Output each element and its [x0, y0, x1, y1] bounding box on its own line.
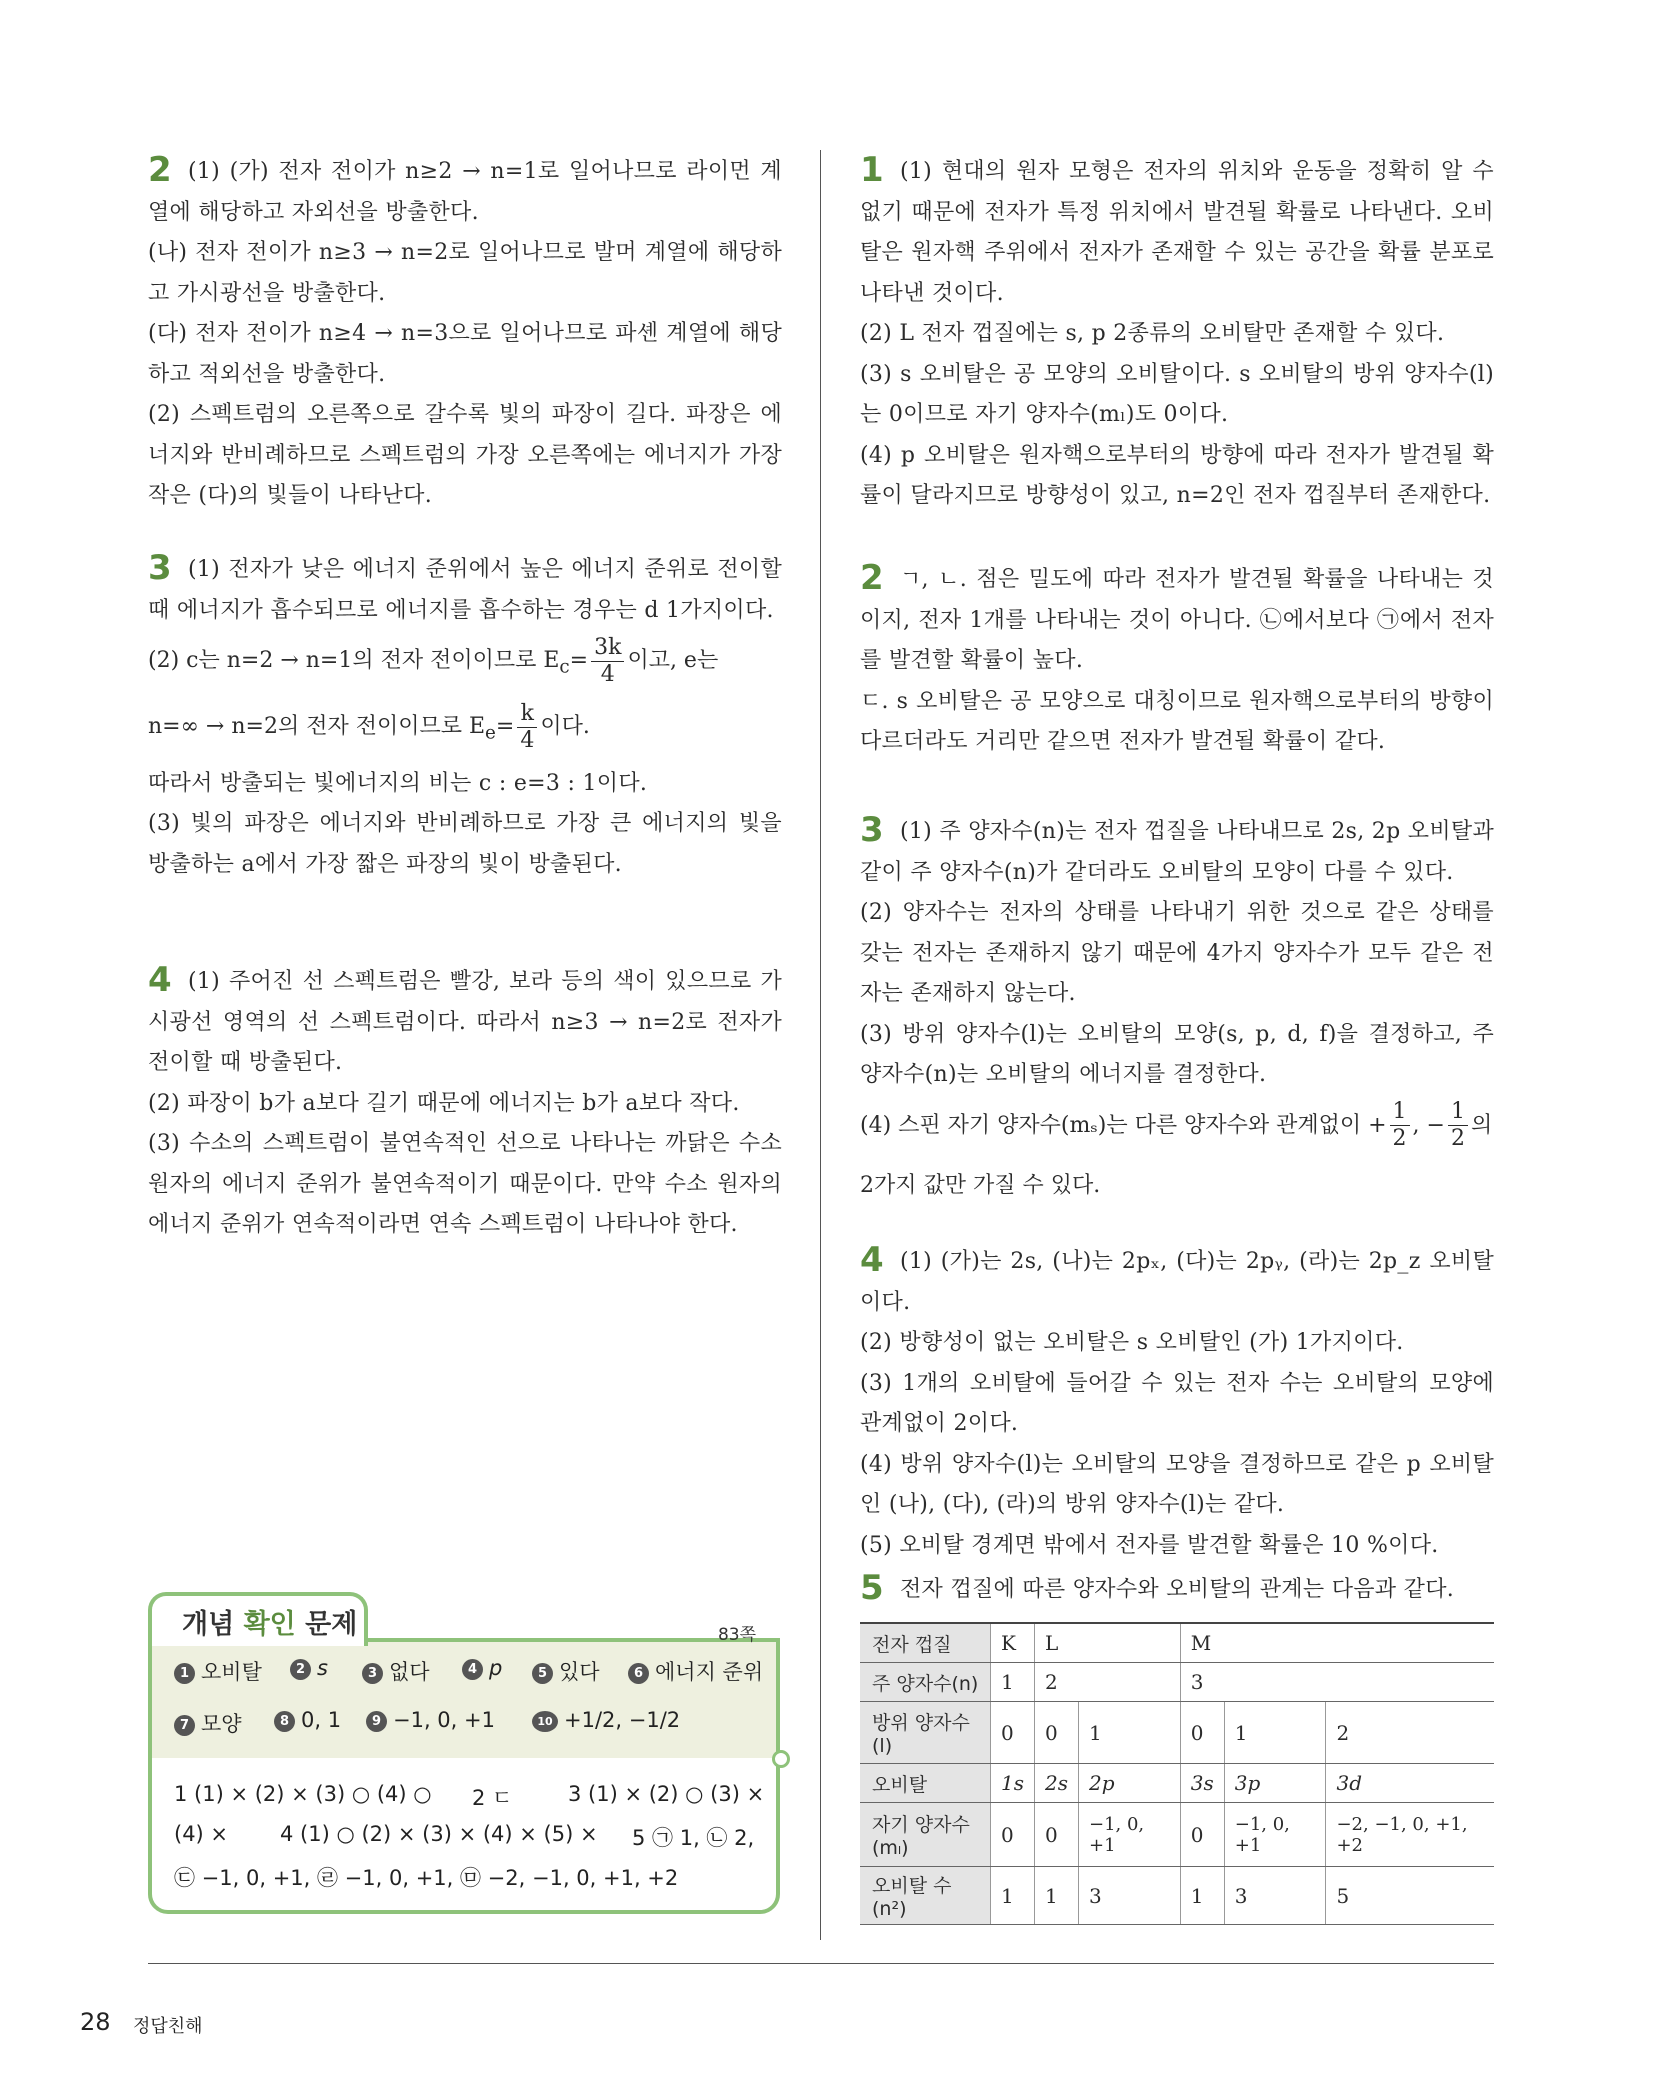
cell-shell-l: L: [1035, 1623, 1181, 1663]
answer-3-line-3: (3) 빛의 파장은 에너지와 반비례하므로 가장 큰 에너지의 빛을 방출하는 a에서 가장 짧은 파장의 빛이 방출된다.: [148, 811, 782, 877]
cell-ml: −1, 0, +1: [1079, 1803, 1181, 1867]
table-row: [860, 1803, 1494, 1867]
answer-r1-line-1: 1 (1) 현대의 원자 모형은 전자의 위치와 운동을 정확히 알 수 없기 때문에 전자가 특정 위치에서 발견될 확률로 나타낸다. 오비탈은 원자핵 주위에서 전자가 존재할 수 있는 공간을 확률 분포로 나타낸 것이다.: [860, 150, 1494, 306]
answer-line-6: 5 ㉠ 1, ㉡ 2,: [632, 1826, 755, 1850]
energy-equation-c: (2) c는 n=2 → n=1의 전자 전이이므로 $E_c=$ $\frac{3k}{4}$ 이고, e는: [148, 634, 719, 687]
column-divider: [820, 150, 821, 1940]
answer-r2-line-1: 2 ㄱ, ㄴ. 점은 밀도에 따라 전자가 발견될 확률을 나타내는 것이지, 전자 1개를 나타내는 것이 아니다. ㉡에서보다 ㉠에서 전자를 발견할 확률이 높다.: [860, 558, 1494, 673]
concept-check-tab: [148, 1592, 368, 1646]
table-row: [860, 1764, 1494, 1803]
question-number: 5: [860, 1568, 884, 1608]
answer-r4-line-2: (2) 방향성이 없는 오비탈은 s 오비탈인 (가) 1가지이다.: [860, 1330, 1404, 1355]
keyword-answers-panel: [152, 1642, 776, 1758]
row-header-shell: 전자 껍질: [860, 1623, 991, 1663]
fraction-half-neg: $\frac{1}{2}$: [1448, 1099, 1468, 1152]
cell-orbital: 3d: [1326, 1764, 1494, 1803]
page-reference: 83쪽: [717, 1625, 756, 1645]
cell-l: 2: [1326, 1702, 1494, 1764]
answer-r1: [860, 150, 1494, 517]
cell-count: 1: [1180, 1867, 1224, 1925]
answer-line-1: 1 (1) × (2) × (3) ○ (4) ○: [174, 1782, 432, 1806]
answer-2: [148, 150, 782, 517]
answer-r1-line-4: (4) p 오비탈은 원자핵으로부터의 방향에 따라 전자가 발견될 확률이 달라지므로 방향성이 있고, n=2인 전자 껍질부터 존재한다.: [860, 442, 1494, 508]
keyword-8: 8 0, 1: [274, 1708, 341, 1732]
cell-count: 1: [991, 1867, 1035, 1925]
answer-4-line-3: (3) 수소의 스펙트럼이 불연속적인 선으로 나타나는 까닭은 수소 원자의 에너지 준위가 불연속적이기 때문이다. 만약 수소 원자의 에너지 준위가 연속적이라면 연속 스펙트럼이 나타나야 한다.: [148, 1131, 782, 1237]
cell-count: 3: [1224, 1867, 1326, 1925]
cell-ml: 0: [991, 1803, 1035, 1867]
answer-line-4: (4) ×: [174, 1822, 229, 1846]
question-number: 2: [148, 150, 172, 190]
cell-orbital: 3p: [1224, 1764, 1326, 1803]
cell-orbital: 2p: [1079, 1764, 1181, 1803]
cell-count: 1: [1035, 1867, 1079, 1925]
keyword-1: 1 오비탈: [174, 1656, 262, 1686]
cell-l: 0: [991, 1702, 1035, 1764]
answer-4: [148, 960, 782, 1246]
footer-label: 정답친해: [133, 2016, 203, 2037]
spin-quantum-number: (4) 스핀 자기 양자수(mₛ)는 다른 양자수와 관계없이 + $\frac{1}{2}$ , − $\frac{1}{2}$ 의 2가지 값만 가질 수 있다.: [860, 1099, 1493, 1198]
question-number: 2: [860, 558, 884, 598]
keyword-2: 2 s: [290, 1656, 328, 1680]
answer-r4-line-5: (5) 오비탈 경계면 밖에서 전자를 발견할 확률은 10 %이다.: [860, 1532, 1439, 1558]
answer-2-line-2: (나) 전자 전이가 n≥3 → n=2로 일어나므로 발머 계열에 해당하고 가시광선을 방출한다.: [148, 240, 782, 306]
answer-r3-line-1: 3 (1) 주 양자수(n)는 전자 껍질을 나타내므로 2s, 2p 오비탈과 같이 주 양자수(n)가 같더라도 오비탈의 모양이 다를 수 있다.: [860, 810, 1494, 885]
answer-r3: [860, 810, 1494, 1216]
page-number: 28: [80, 2008, 111, 2036]
cell-shell-k: K: [991, 1623, 1035, 1663]
keyword-4: 4 p: [462, 1656, 502, 1680]
table-row: [860, 1867, 1494, 1925]
keyword-3: 3 없다: [362, 1656, 430, 1686]
cell-l: 1: [1079, 1702, 1181, 1764]
concept-check-box: [148, 1592, 780, 1914]
answer-r3-line-3: (3) 방위 양자수(l)는 오비탈의 모양(s, p, d, f)을 결정하고, 주 양자수(n)는 오비탈의 에너지를 결정한다.: [860, 1021, 1494, 1087]
answer-line-2: 2 ㄷ: [472, 1786, 513, 1810]
answer-line-5: 4 (1) ○ (2) × (3) × (4) × (5) ×: [280, 1822, 598, 1846]
answer-r4-line-1: 4 (1) (가)는 2s, (나)는 2pₓ, (다)는 2pᵧ, (라)는 2p_z 오비탈이다.: [860, 1240, 1494, 1315]
question-number: 3: [860, 810, 884, 850]
quantum-number-table: [860, 1622, 1494, 1925]
answer-line-3: 3 (1) × (2) ○ (3) ×: [568, 1782, 765, 1806]
answer-r4-line-4: (4) 방위 양자수(l)는 오비탈의 모양을 결정하므로 같은 p 오비탈인 (나), (다), (라)의 방위 양자수(l)는 같다.: [860, 1451, 1494, 1517]
cell-ml: −1, 0, +1: [1224, 1803, 1326, 1867]
answer-3-line-1: 3 (1) 전자가 낮은 에너지 준위에서 높은 에너지 준위로 전이할 때 에너지가 흡수되므로 에너지를 흡수하는 경우는 d 1가지이다.: [148, 548, 782, 623]
question-number: 4: [860, 1240, 884, 1280]
answer-r1-line-3: (3) s 오비탈은 공 모양의 오비탈이다. s 오비탈의 방위 양자수(l)는 0이므로 자기 양자수(mₗ)도 0이다.: [860, 361, 1494, 427]
table-row: [860, 1663, 1494, 1702]
cell-ml: 0: [1180, 1803, 1224, 1867]
answer-2-line-3: (다) 전자 전이가 n≥4 → n=3으로 일어나므로 파셴 계열에 해당하고 적외선을 방출한다.: [148, 321, 782, 387]
cell-count: 3: [1079, 1867, 1181, 1925]
row-header-principal: 주 양자수(n): [860, 1663, 991, 1702]
answer-line-7: ㉢ −1, 0, +1, ㉣ −1, 0, +1, ㉤ −2, −1, 0, +1, +2: [174, 1866, 679, 1890]
answer-4-line-2: (2) 파장이 b가 a보다 길기 때문에 에너지는 b가 a보다 작다.: [148, 1090, 740, 1116]
answer-r3-line-2: (2) 양자수는 전자의 상태를 나타내기 위한 것으로 같은 상태를 갖는 전자는 존재하지 않기 때문에 4가지 양자수가 모두 같은 전자는 존재하지 않는다.: [860, 900, 1494, 1006]
keyword-10: 10 +1/2, −1/2: [532, 1708, 680, 1732]
answer-3: [148, 548, 782, 885]
cell-orbital: 1s: [991, 1764, 1035, 1803]
question-number: 3: [148, 548, 172, 588]
cell-l: 0: [1035, 1702, 1079, 1764]
keyword-9: 9 −1, 0, +1: [366, 1708, 495, 1732]
answer-2-line-1: 2 (1) (가) 전자 전이가 n≥2 → n=1로 일어나므로 라이먼 계열에 해당하고 자외선을 방출한다.: [148, 150, 782, 225]
footer-rule: [148, 1963, 1494, 1964]
answer-r5: [860, 1568, 1494, 1611]
cell-l: 0: [1180, 1702, 1224, 1764]
answer-4-line-1: 4 (1) 주어진 선 스펙트럼은 빨강, 보라 등의 색이 있으므로 가시광선 영역의 선 스펙트럼이다. 따라서 n≥3 → n=2로 전자가 전이할 때 방출된다.: [148, 960, 782, 1075]
answer-r4: [860, 1240, 1494, 1566]
row-header-orbital-count: 오비탈 수(n²): [860, 1867, 991, 1925]
cell-shell-m: M: [1180, 1623, 1494, 1663]
energy-equation-e: n=∞ → n=2의 전자 전이이므로 $E_e=$ $\frac{k}{4}$ 이다.: [148, 700, 590, 753]
row-header-orbital: 오비탈: [860, 1764, 991, 1803]
concept-check-body: [148, 1638, 780, 1914]
keyword-6: 6 에너지 준위: [628, 1656, 763, 1686]
table-row: [860, 1623, 1494, 1663]
table-row: [860, 1702, 1494, 1764]
cell-n-m: 3: [1180, 1663, 1494, 1702]
answer-r4-line-3: (3) 1개의 오비탈에 들어갈 수 있는 전자 수는 오비탈의 모양에 관계없이 2이다.: [860, 1370, 1494, 1436]
question-number: 4: [148, 960, 172, 1000]
cell-n-l: 2: [1035, 1663, 1181, 1702]
row-header-magnetic: 자기 양자수(mₗ): [860, 1803, 991, 1867]
keyword-5: 5 있다: [532, 1656, 600, 1686]
cell-ml: 0: [1035, 1803, 1079, 1867]
cell-orbital: 3s: [1180, 1764, 1224, 1803]
fraction-half: $\frac{1}{2}$: [1390, 1099, 1410, 1152]
cell-orbital: 2s: [1035, 1764, 1079, 1803]
question-number: 1: [860, 150, 884, 190]
cell-n-k: 1: [991, 1663, 1035, 1702]
answer-3-line-2: 따라서 방출되는 빛에너지의 비는 c : e=3 : 1이다.: [148, 770, 648, 796]
keyword-7: 7 모양: [174, 1708, 242, 1738]
cell-l: 1: [1224, 1702, 1326, 1764]
answer-2-line-4: (2) 스펙트럼의 오른쪽으로 갈수록 빛의 파장이 길다. 파장은 에너지와 반비례하므로 스펙트럼의 가장 오른쪽에는 에너지가 가장 작은 (다)의 빛들이 나타난다.: [148, 402, 782, 508]
row-header-azimuthal: 방위 양자수(l): [860, 1702, 991, 1764]
answer-r5-intro: 5 전자 껍질에 따른 양자수와 오비탈의 관계는 다음과 같다.: [860, 1568, 1455, 1608]
answer-r1-line-2: (2) L 전자 껍질에는 s, p 2종류의 오비탈만 존재할 수 있다.: [860, 321, 1445, 346]
answer-r2-line-2: ㄷ. s 오비탈은 공 모양으로 대칭이므로 원자핵으로부터의 방향이 다르더라도 거리만 같으면 전자가 발견될 확률이 같다.: [860, 688, 1494, 754]
fraction-k-4: $\frac{k}{4}$: [517, 701, 537, 754]
cell-count: 5: [1326, 1867, 1494, 1925]
concept-check-title: 개념 확인 문제: [182, 1609, 358, 1640]
cell-ml: −2, −1, 0, +1, +2: [1326, 1803, 1494, 1867]
answer-r2: [860, 558, 1494, 763]
box-corner-dot: [772, 1750, 790, 1768]
fraction-3k-4: $\frac{3k}{4}$: [591, 635, 624, 688]
